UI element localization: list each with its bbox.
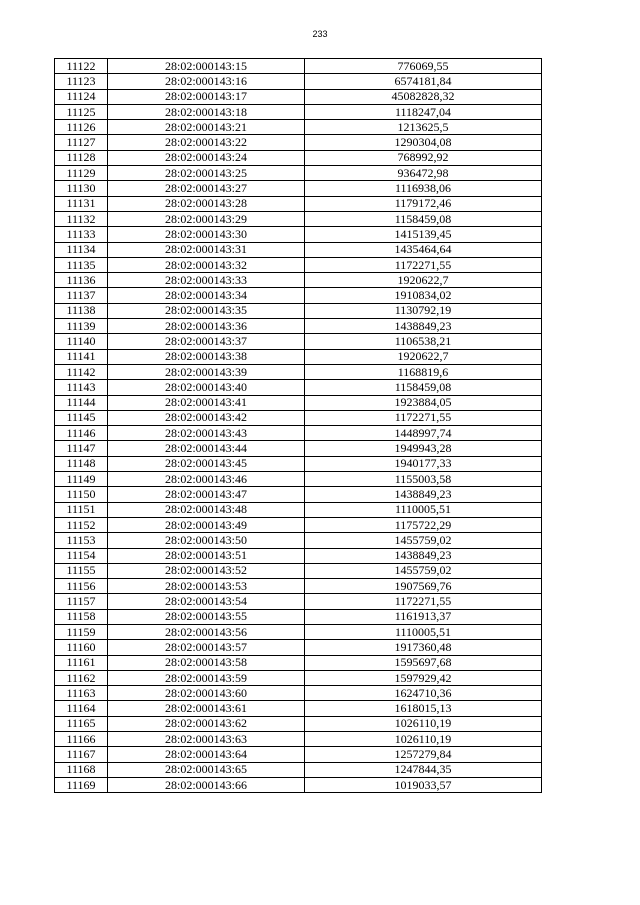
cadastral-number-cell: 28:02:000143:56 bbox=[108, 624, 305, 639]
row-number-cell: 11127 bbox=[55, 135, 108, 150]
table-row bbox=[55, 502, 542, 517]
cadastral-number-cell: 28:02:000143:17 bbox=[108, 89, 305, 104]
value-cell: 1116938,06 bbox=[305, 181, 542, 196]
cadastral-number-cell: 28:02:000143:16 bbox=[108, 74, 305, 89]
table-row bbox=[55, 472, 542, 487]
value-cell: 1438849,23 bbox=[305, 319, 542, 334]
table-row bbox=[55, 74, 542, 89]
table-row bbox=[55, 227, 542, 242]
value-cell: 1110005,51 bbox=[305, 624, 542, 639]
cadastral-number-cell: 28:02:000143:62 bbox=[108, 716, 305, 731]
row-number-cell: 11123 bbox=[55, 74, 108, 89]
row-number-cell: 11161 bbox=[55, 655, 108, 670]
cadastral-number-cell: 28:02:000143:30 bbox=[108, 227, 305, 242]
row-number-cell: 11136 bbox=[55, 273, 108, 288]
value-cell: 1448997,74 bbox=[305, 426, 542, 441]
cadastral-number-cell: 28:02:000143:59 bbox=[108, 670, 305, 685]
cadastral-number-cell: 28:02:000143:33 bbox=[108, 273, 305, 288]
row-number-cell: 11138 bbox=[55, 303, 108, 318]
value-cell: 1597929,42 bbox=[305, 670, 542, 685]
value-cell: 1106538,21 bbox=[305, 334, 542, 349]
table-row bbox=[55, 59, 542, 74]
cadastral-number-cell: 28:02:000143:42 bbox=[108, 410, 305, 425]
cadastral-number-cell: 28:02:000143:60 bbox=[108, 686, 305, 701]
row-number-cell: 11134 bbox=[55, 242, 108, 257]
row-number-cell: 11131 bbox=[55, 196, 108, 211]
row-number-cell: 11141 bbox=[55, 349, 108, 364]
value-cell: 1026110,19 bbox=[305, 732, 542, 747]
row-number-cell: 11157 bbox=[55, 594, 108, 609]
table-row bbox=[55, 762, 542, 777]
row-number-cell: 11151 bbox=[55, 502, 108, 517]
value-cell: 1438849,23 bbox=[305, 548, 542, 563]
row-number-cell: 11162 bbox=[55, 670, 108, 685]
table-body bbox=[55, 59, 542, 793]
table-row bbox=[55, 89, 542, 104]
row-number-cell: 11140 bbox=[55, 334, 108, 349]
table-row bbox=[55, 288, 542, 303]
table-row bbox=[55, 747, 542, 762]
table-row bbox=[55, 334, 542, 349]
cadastral-number-cell: 28:02:000143:29 bbox=[108, 211, 305, 226]
value-cell: 1435464,64 bbox=[305, 242, 542, 257]
table-row bbox=[55, 533, 542, 548]
value-cell: 1618015,13 bbox=[305, 701, 542, 716]
value-cell: 1595697,68 bbox=[305, 655, 542, 670]
row-number-cell: 11156 bbox=[55, 579, 108, 594]
row-number-cell: 11149 bbox=[55, 472, 108, 487]
row-number-cell: 11160 bbox=[55, 640, 108, 655]
row-number-cell: 11168 bbox=[55, 762, 108, 777]
value-cell: 1917360,48 bbox=[305, 640, 542, 655]
table-row bbox=[55, 777, 542, 792]
value-cell: 1455759,02 bbox=[305, 533, 542, 548]
value-cell: 1158459,08 bbox=[305, 211, 542, 226]
table-row bbox=[55, 181, 542, 196]
table-row bbox=[55, 303, 542, 318]
value-cell: 1175722,29 bbox=[305, 517, 542, 532]
table-row bbox=[55, 395, 542, 410]
row-number-cell: 11150 bbox=[55, 487, 108, 502]
value-cell: 1438849,23 bbox=[305, 487, 542, 502]
table-row bbox=[55, 563, 542, 578]
row-number-cell: 11148 bbox=[55, 456, 108, 471]
cadastral-number-cell: 28:02:000143:37 bbox=[108, 334, 305, 349]
cadastral-number-cell: 28:02:000143:36 bbox=[108, 319, 305, 334]
row-number-cell: 11154 bbox=[55, 548, 108, 563]
value-cell: 1118247,04 bbox=[305, 104, 542, 119]
row-number-cell: 11125 bbox=[55, 104, 108, 119]
value-cell: 6574181,84 bbox=[305, 74, 542, 89]
table-row bbox=[55, 686, 542, 701]
table-row bbox=[55, 273, 542, 288]
value-cell: 1923884,05 bbox=[305, 395, 542, 410]
value-cell: 1130792,19 bbox=[305, 303, 542, 318]
table-row bbox=[55, 456, 542, 471]
cadastral-number-cell: 28:02:000143:51 bbox=[108, 548, 305, 563]
cadastral-number-cell: 28:02:000143:43 bbox=[108, 426, 305, 441]
row-number-cell: 11137 bbox=[55, 288, 108, 303]
cadastral-number-cell: 28:02:000143:48 bbox=[108, 502, 305, 517]
table-row bbox=[55, 594, 542, 609]
value-cell: 1455759,02 bbox=[305, 563, 542, 578]
value-cell: 1920622,7 bbox=[305, 273, 542, 288]
row-number-cell: 11153 bbox=[55, 533, 108, 548]
cadastral-number-cell: 28:02:000143:64 bbox=[108, 747, 305, 762]
table-row bbox=[55, 640, 542, 655]
row-number-cell: 11143 bbox=[55, 380, 108, 395]
table-row bbox=[55, 609, 542, 624]
table-row bbox=[55, 150, 542, 165]
table-row bbox=[55, 517, 542, 532]
table-row bbox=[55, 257, 542, 272]
table-row bbox=[55, 624, 542, 639]
row-number-cell: 11159 bbox=[55, 624, 108, 639]
value-cell: 1026110,19 bbox=[305, 716, 542, 731]
table-row bbox=[55, 441, 542, 456]
row-number-cell: 11167 bbox=[55, 747, 108, 762]
cadastral-number-cell: 28:02:000143:53 bbox=[108, 579, 305, 594]
cadastral-number-cell: 28:02:000143:58 bbox=[108, 655, 305, 670]
value-cell: 776069,55 bbox=[305, 59, 542, 74]
value-cell: 45082828,32 bbox=[305, 89, 542, 104]
table-row bbox=[55, 211, 542, 226]
cadastral-number-cell: 28:02:000143:61 bbox=[108, 701, 305, 716]
table-row bbox=[55, 426, 542, 441]
row-number-cell: 11147 bbox=[55, 441, 108, 456]
table-row bbox=[55, 487, 542, 502]
cadastral-number-cell: 28:02:000143:31 bbox=[108, 242, 305, 257]
table-row bbox=[55, 120, 542, 135]
cadastral-number-cell: 28:02:000143:35 bbox=[108, 303, 305, 318]
cadastral-number-cell: 28:02:000143:18 bbox=[108, 104, 305, 119]
cadastral-number-cell: 28:02:000143:46 bbox=[108, 472, 305, 487]
value-cell: 1019033,57 bbox=[305, 777, 542, 792]
value-cell: 1179172,46 bbox=[305, 196, 542, 211]
row-number-cell: 11126 bbox=[55, 120, 108, 135]
row-number-cell: 11135 bbox=[55, 257, 108, 272]
value-cell: 768992,92 bbox=[305, 150, 542, 165]
value-cell: 1155003,58 bbox=[305, 472, 542, 487]
table-row bbox=[55, 410, 542, 425]
value-cell: 1907569,76 bbox=[305, 579, 542, 594]
cadastral-number-cell: 28:02:000143:25 bbox=[108, 166, 305, 181]
cadastral-number-cell: 28:02:000143:47 bbox=[108, 487, 305, 502]
table-row bbox=[55, 380, 542, 395]
cadastral-number-cell: 28:02:000143:57 bbox=[108, 640, 305, 655]
value-cell: 1172271,55 bbox=[305, 257, 542, 272]
page-number: 233 bbox=[312, 29, 328, 39]
cadastral-number-cell: 28:02:000143:39 bbox=[108, 364, 305, 379]
value-cell: 1172271,55 bbox=[305, 594, 542, 609]
cadastral-number-cell: 28:02:000143:65 bbox=[108, 762, 305, 777]
cadastral-number-cell: 28:02:000143:24 bbox=[108, 150, 305, 165]
row-number-cell: 11166 bbox=[55, 732, 108, 747]
row-number-cell: 11142 bbox=[55, 364, 108, 379]
cadastral-number-cell: 28:02:000143:63 bbox=[108, 732, 305, 747]
table-row bbox=[55, 364, 542, 379]
row-number-cell: 11144 bbox=[55, 395, 108, 410]
cadastral-number-cell: 28:02:000143:54 bbox=[108, 594, 305, 609]
row-number-cell: 11122 bbox=[55, 59, 108, 74]
cadastral-number-cell: 28:02:000143:27 bbox=[108, 181, 305, 196]
row-number-cell: 11169 bbox=[55, 777, 108, 792]
value-cell: 1110005,51 bbox=[305, 502, 542, 517]
value-cell: 936472,98 bbox=[305, 166, 542, 181]
value-cell: 1624710,36 bbox=[305, 686, 542, 701]
cadastral-number-cell: 28:02:000143:45 bbox=[108, 456, 305, 471]
table-row bbox=[55, 104, 542, 119]
value-cell: 1415139,45 bbox=[305, 227, 542, 242]
table-row bbox=[55, 732, 542, 747]
table-row bbox=[55, 196, 542, 211]
cadastral-value-table bbox=[54, 58, 542, 793]
row-number-cell: 11139 bbox=[55, 319, 108, 334]
row-number-cell: 11128 bbox=[55, 150, 108, 165]
row-number-cell: 11155 bbox=[55, 563, 108, 578]
value-cell: 1940177,33 bbox=[305, 456, 542, 471]
row-number-cell: 11146 bbox=[55, 426, 108, 441]
value-cell: 1161913,37 bbox=[305, 609, 542, 624]
cadastral-number-cell: 28:02:000143:40 bbox=[108, 380, 305, 395]
cadastral-number-cell: 28:02:000143:34 bbox=[108, 288, 305, 303]
cadastral-number-cell: 28:02:000143:21 bbox=[108, 120, 305, 135]
row-number-cell: 11164 bbox=[55, 701, 108, 716]
table-row bbox=[55, 166, 542, 181]
table-row bbox=[55, 579, 542, 594]
value-cell: 1920622,7 bbox=[305, 349, 542, 364]
cadastral-number-cell: 28:02:000143:52 bbox=[108, 563, 305, 578]
value-cell: 1910834,02 bbox=[305, 288, 542, 303]
cadastral-number-cell: 28:02:000143:50 bbox=[108, 533, 305, 548]
value-cell: 1247844,35 bbox=[305, 762, 542, 777]
cadastral-number-cell: 28:02:000143:55 bbox=[108, 609, 305, 624]
cadastral-number-cell: 28:02:000143:28 bbox=[108, 196, 305, 211]
value-cell: 1213625,5 bbox=[305, 120, 542, 135]
value-cell: 1158459,08 bbox=[305, 380, 542, 395]
value-cell: 1290304,08 bbox=[305, 135, 542, 150]
row-number-cell: 11133 bbox=[55, 227, 108, 242]
cadastral-number-cell: 28:02:000143:41 bbox=[108, 395, 305, 410]
row-number-cell: 11132 bbox=[55, 211, 108, 226]
table-row bbox=[55, 701, 542, 716]
table-row bbox=[55, 242, 542, 257]
table-row bbox=[55, 670, 542, 685]
row-number-cell: 11158 bbox=[55, 609, 108, 624]
cadastral-number-cell: 28:02:000143:66 bbox=[108, 777, 305, 792]
cadastral-number-cell: 28:02:000143:22 bbox=[108, 135, 305, 150]
table-row bbox=[55, 655, 542, 670]
row-number-cell: 11152 bbox=[55, 517, 108, 532]
cadastral-number-cell: 28:02:000143:44 bbox=[108, 441, 305, 456]
table-row bbox=[55, 319, 542, 334]
cadastral-number-cell: 28:02:000143:15 bbox=[108, 59, 305, 74]
table-row bbox=[55, 548, 542, 563]
row-number-cell: 11165 bbox=[55, 716, 108, 731]
table-row bbox=[55, 716, 542, 731]
value-cell: 1257279,84 bbox=[305, 747, 542, 762]
cadastral-number-cell: 28:02:000143:38 bbox=[108, 349, 305, 364]
row-number-cell: 11124 bbox=[55, 89, 108, 104]
value-cell: 1172271,55 bbox=[305, 410, 542, 425]
row-number-cell: 11163 bbox=[55, 686, 108, 701]
row-number-cell: 11130 bbox=[55, 181, 108, 196]
table-row bbox=[55, 349, 542, 364]
row-number-cell: 11145 bbox=[55, 410, 108, 425]
row-number-cell: 11129 bbox=[55, 166, 108, 181]
cadastral-number-cell: 28:02:000143:32 bbox=[108, 257, 305, 272]
cadastral-number-cell: 28:02:000143:49 bbox=[108, 517, 305, 532]
value-cell: 1168819,6 bbox=[305, 364, 542, 379]
value-cell: 1949943,28 bbox=[305, 441, 542, 456]
table-row bbox=[55, 135, 542, 150]
